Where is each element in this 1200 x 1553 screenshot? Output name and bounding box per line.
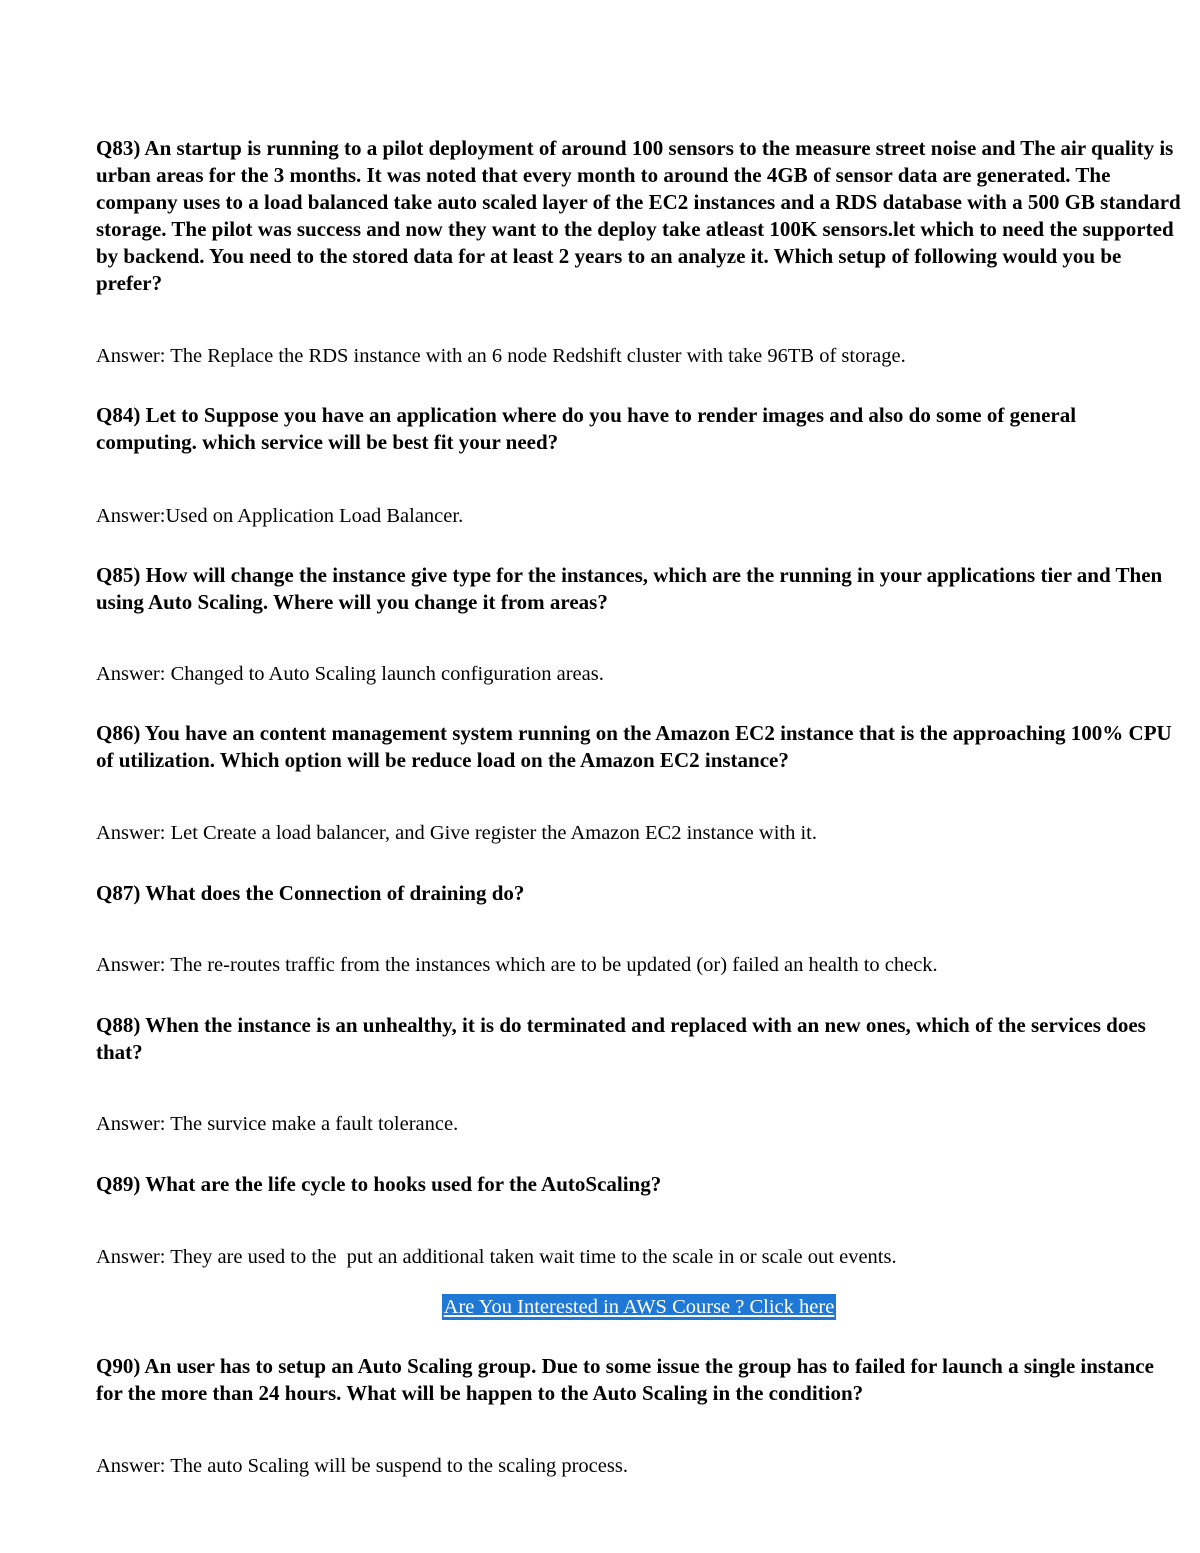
promo-link-container (0, 1294, 1200, 1321)
question-q83: Q83) An startup is running to a pilot deployment of around 100 sensors to the measure street noise and The air quality is urban areas for the 3 months. It was noted that every month to around the 4GB of sensor data are generated. The company uses to a load balanced take auto scaled layer of the EC2 instances and a RDS database with a 500 GB standard storage. The pilot was success and now they want to the deploy take atleast 100K sensors.let which to need the supported by backend. You need to the stored data for at least 2 years to an analyze it. Which setup of following would you be prefer? (96, 136, 1181, 295)
answer-q87: Answer: The re-routes traffic from the instances which are to be updated (or) failed an health to check. (96, 954, 938, 976)
answer-q86: Answer: Let Create a load balancer, and Give register the Amazon EC2 instance with it. (96, 822, 817, 844)
aws-course-link[interactable]: Are You Interested in AWS Course ? Click here (443, 1296, 835, 1318)
answer-q89: Answer: They are used to the put an additional taken wait time to the scale in or scale out events. (96, 1246, 897, 1268)
question-q89: Q89) What are the life cycle to hooks used for the AutoScaling? (96, 1172, 662, 1196)
answer-q88: Answer: The survice make a fault tolerance. (96, 1113, 459, 1135)
question-q88: Q88) When the instance is an unhealthy, it is do terminated and replaced with an new ones, which of the services does that? (96, 1013, 1146, 1064)
answer-q83: Answer: The Replace the RDS instance with an 6 node Redshift cluster with take 96TB of storage. (96, 345, 906, 367)
question-q84: Q84) Let to Suppose you have an application where do you have to render images and also do some of general computing. which service will be best fit your need? (96, 403, 1077, 454)
question-q87: Q87) What does the Connection of draining do? (96, 881, 525, 905)
answer-q90: Answer: The auto Scaling will be suspend to the scaling process. (96, 1455, 628, 1477)
answer-q85: Answer: Changed to Auto Scaling launch configuration areas. (96, 663, 604, 685)
question-q90: Q90) An user has to setup an Auto Scaling group. Due to some issue the group has to failed for launch a single instance for the more than 24 hours. What will be happen to the Auto Scaling in the condition? (96, 1354, 1154, 1405)
question-q86: Q86) You have an content management system running on the Amazon EC2 instance that is the approaching 100% CPU of utilization. Which option will be reduce load on the Amazon EC2 instance? (96, 721, 1172, 772)
answer-q84: Answer:Used on Application Load Balancer. (96, 505, 464, 527)
question-q85: Q85) How will change the instance give type for the instances, which are the running in your applications tier and Then using Auto Scaling. Where will you change it from areas? (96, 563, 1163, 614)
